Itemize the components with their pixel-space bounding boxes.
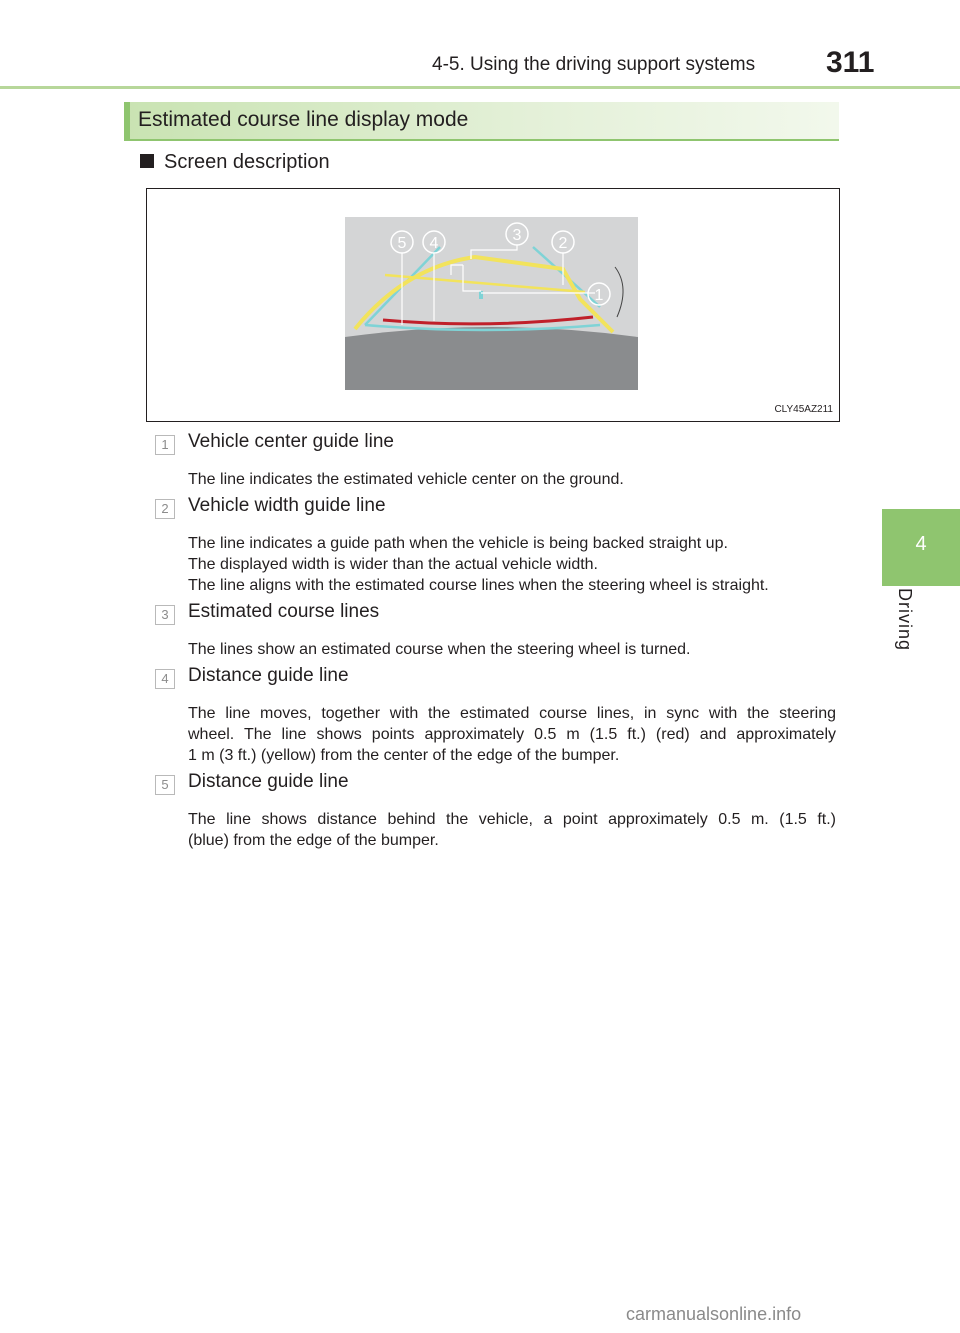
subheading bbox=[140, 151, 330, 174]
item-description-line: The line indicates the estimated vehicle center on the ground. bbox=[188, 471, 624, 488]
item-number-badge: 5 bbox=[155, 775, 175, 795]
section-heading-bar bbox=[124, 102, 839, 141]
chapter-tab bbox=[882, 509, 960, 586]
item-description-line: The line indicates a guide path when the vehicle is being backed straight up. bbox=[188, 535, 728, 552]
page-number: 311 bbox=[826, 46, 875, 79]
item-description bbox=[188, 533, 836, 596]
item-description-line: The line aligns with the estimated course lines when the steering wheel is straight. bbox=[188, 577, 769, 594]
camera-screen-figure bbox=[146, 188, 840, 422]
item-description-line: wheel. The line shows points approximately 0.5 m (1.5 ft.) (red) and approximately bbox=[188, 726, 836, 743]
item-description-line: The displayed width is wider than the actual vehicle width. bbox=[188, 556, 598, 573]
item-description bbox=[188, 469, 836, 490]
watermark: carmanualsonline.info bbox=[626, 1304, 802, 1324]
callout-4: 4 bbox=[429, 235, 439, 252]
item-description bbox=[188, 809, 836, 851]
item-description-line: The line shows distance behind the vehicle, a point approximately 0.5 m. (1.5 ft.) bbox=[188, 811, 836, 828]
item-description-line: The line moves, together with the estimated course lines, in sync with the steering bbox=[188, 705, 836, 722]
chapter-label: Driving bbox=[895, 588, 915, 652]
callout-3: 3 bbox=[512, 227, 522, 244]
item-description-line: 1 m (3 ft.) (yellow) from the center of the edge of the bumper. bbox=[188, 747, 620, 764]
rear-camera-illustration bbox=[345, 217, 638, 390]
section-bar-accent bbox=[124, 102, 130, 139]
center-marker bbox=[479, 291, 483, 299]
subheading-text: Screen description bbox=[164, 151, 330, 173]
item-number-badge: 1 bbox=[155, 435, 175, 455]
item-description bbox=[188, 703, 836, 766]
callout-1: 1 bbox=[594, 287, 604, 304]
callout-5: 5 bbox=[397, 235, 407, 252]
running-header-title: 4-5. Using the driving support systems bbox=[432, 54, 756, 75]
square-bullet-icon bbox=[140, 154, 154, 168]
item-description-line: (blue) from the edge of the bumper. bbox=[188, 832, 439, 849]
chapter-number: 4 bbox=[915, 533, 927, 555]
section-heading: Estimated course line display mode bbox=[138, 108, 469, 131]
item-number-badge: 4 bbox=[155, 669, 175, 689]
item-title: Distance guide line bbox=[188, 771, 349, 792]
item-description bbox=[188, 639, 836, 660]
figure-code: CLY45AZ211 bbox=[774, 404, 833, 415]
item-number-badge: 3 bbox=[155, 605, 175, 625]
item-title: Estimated course lines bbox=[188, 601, 380, 622]
callout-2: 2 bbox=[558, 235, 568, 252]
item-description-line: The lines show an estimated course when the steering wheel is turned. bbox=[188, 641, 691, 658]
item-title: Vehicle center guide line bbox=[188, 431, 394, 452]
header-divider bbox=[0, 86, 960, 89]
rear-bumper bbox=[345, 327, 638, 390]
item-number-badge: 2 bbox=[155, 499, 175, 519]
item-title: Vehicle width guide line bbox=[188, 495, 386, 516]
item-title: Distance guide line bbox=[188, 665, 349, 686]
